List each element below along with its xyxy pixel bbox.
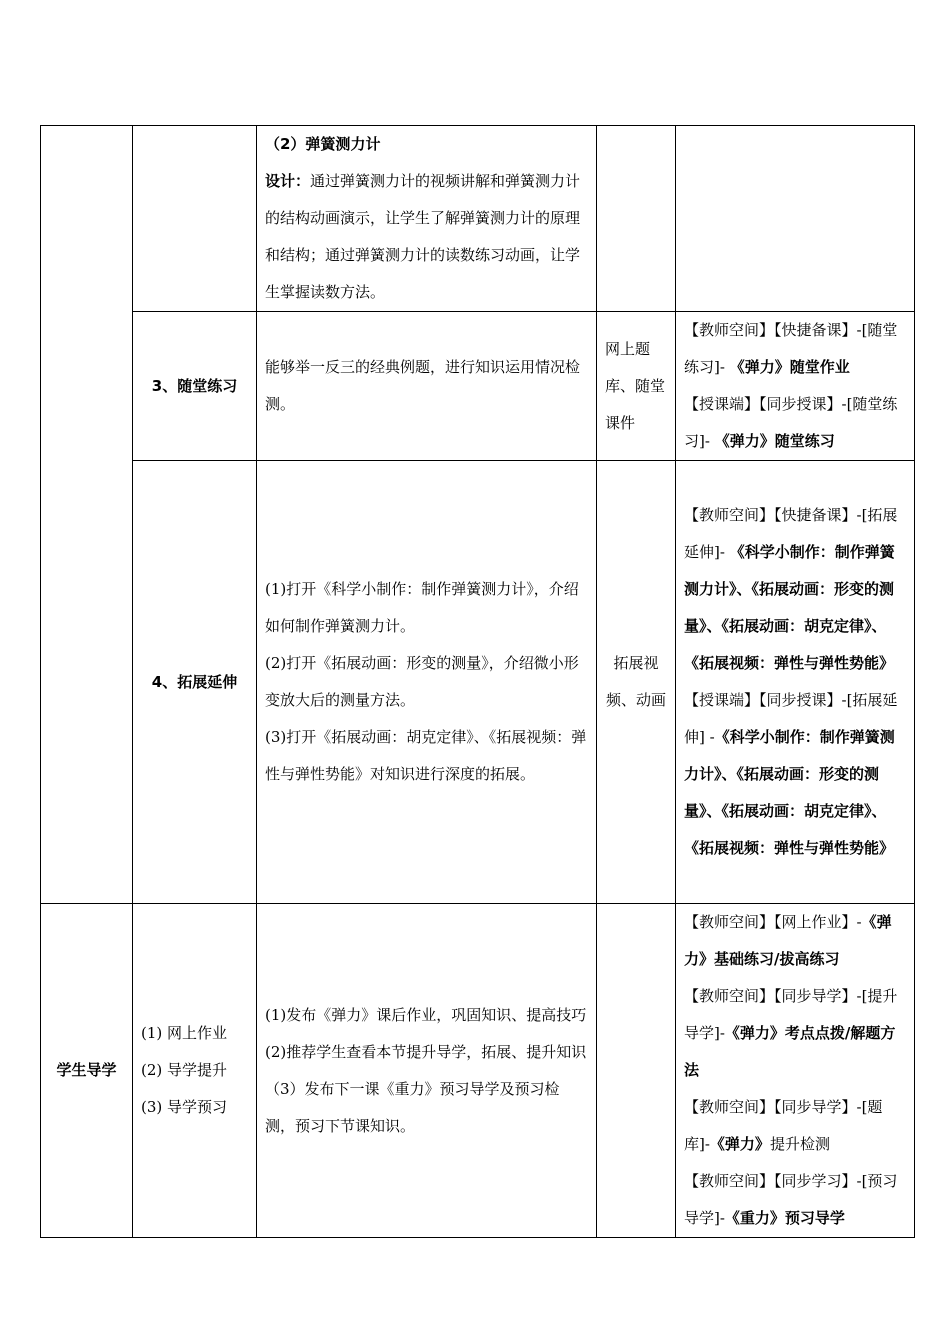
resource-cell: [676, 126, 915, 312]
content-line: (2)推荐学生查看本节提升导学，拓展、提升知识: [265, 1042, 587, 1061]
stage-cell: [133, 126, 257, 312]
content-cell: 能够举一反三的经典例题，进行知识运用情况检测。: [257, 312, 597, 461]
resource-cell: [676, 312, 915, 461]
stage-cell: 3、随堂练习: [133, 312, 257, 461]
subtitle: （2）弹簧测力计: [265, 135, 381, 153]
resource-tail: 提升检测: [769, 1135, 830, 1153]
resource-path: 【授课端】【同步授课】-[随堂练习]-: [684, 395, 898, 450]
items-cell: [133, 904, 257, 1238]
content-line: (1)发布《弹力》课后作业，巩固知识、提高技巧: [265, 1005, 587, 1024]
content-cell: [257, 461, 597, 904]
stage-cell: 学生导学: [41, 904, 133, 1238]
list-item: (1) 网上作业: [141, 1024, 228, 1042]
stage-cell: 4、拓展延伸: [133, 461, 257, 904]
resource-path: 【教师空间】【快捷备课】-[拓展延伸]-: [684, 506, 898, 561]
content-line: (1)打开《科学小制作：制作弹簧测力计》，介绍如何制作弹簧测力计。: [265, 580, 579, 635]
resource-title: 《科学小制作：制作弹簧测力计》、《拓展动画：形变的测量》、《拓展动画：胡克定律》、《拓展视频：弹性与弹性势能》: [684, 728, 895, 857]
resource-path: 【教师空间】【同步导学】-[题库]-: [684, 1098, 883, 1153]
resource-title: 《弹力》随堂作业: [729, 358, 850, 376]
resource-cell: [676, 461, 915, 904]
content-line: （3）发布下一课《重力》预习导学及预习检测，预习下节课知识。: [265, 1079, 560, 1135]
means-cell: 网上题库、随堂课件: [597, 312, 676, 461]
resource-path: 【教师空间】【网上作业】-: [684, 913, 862, 931]
design-label: 设计：: [265, 172, 311, 190]
resource-path: 【授课端】【同步授课】-[拓展延伸] -: [684, 691, 898, 746]
resource-title: 《弹力》考点点拨/解题方法: [684, 1024, 896, 1079]
means-cell: [597, 126, 676, 312]
content-line: (3)打开《拓展动画：胡克定律》、《拓展视频：弹性与弹性势能》对知识进行深度的拓展。: [265, 728, 587, 783]
content-cell: [257, 126, 597, 312]
resource-cell: [676, 904, 915, 1238]
resource-path: 【教师空间】【快捷备课】-[随堂练习]-: [684, 321, 898, 376]
list-item: (2) 导学提升: [141, 1061, 228, 1079]
stage-cell-empty: [41, 126, 133, 904]
resource-path: 【教师空间】【同步导学】-[提升导学]-: [684, 987, 898, 1042]
table-row: [41, 312, 915, 461]
list-item: (3) 导学预习: [141, 1098, 228, 1116]
means-cell: [597, 904, 676, 1238]
resource-title: 《弹力》基础练习/拔高练习: [684, 913, 892, 968]
resource-title: 《弹力》: [709, 1135, 770, 1153]
resource-title: 《科学小制作：制作弹簧测力计》、《拓展动画：形变的测量》、《拓展动画：胡克定律》、《拓展视频：弹性与弹性势能》: [684, 543, 895, 672]
table-row: [41, 126, 915, 312]
content-cell: [257, 904, 597, 1238]
resource-title: 《重力》预习导学: [724, 1209, 845, 1227]
design-text: 通过弹簧测力计的视频讲解和弹簧测力计的结构动画演示，让学生了解弹簧测力计的原理和结构；通过弹簧测力计的读数练习动画，让学生掌握读数方法。: [265, 172, 581, 301]
table-row: [41, 461, 915, 904]
lesson-plan-table: [40, 125, 915, 1238]
content-line: (2)打开《拓展动画：形变的测量》，介绍微小形变放大后的测量方法。: [265, 654, 579, 709]
resource-title: 《弹力》随堂练习: [714, 432, 835, 450]
means-cell: 拓展视频、动画: [597, 461, 676, 904]
resource-path: 【教师空间】【同步学习】-[预习导学]-: [684, 1172, 898, 1227]
table-row: [41, 904, 915, 1238]
